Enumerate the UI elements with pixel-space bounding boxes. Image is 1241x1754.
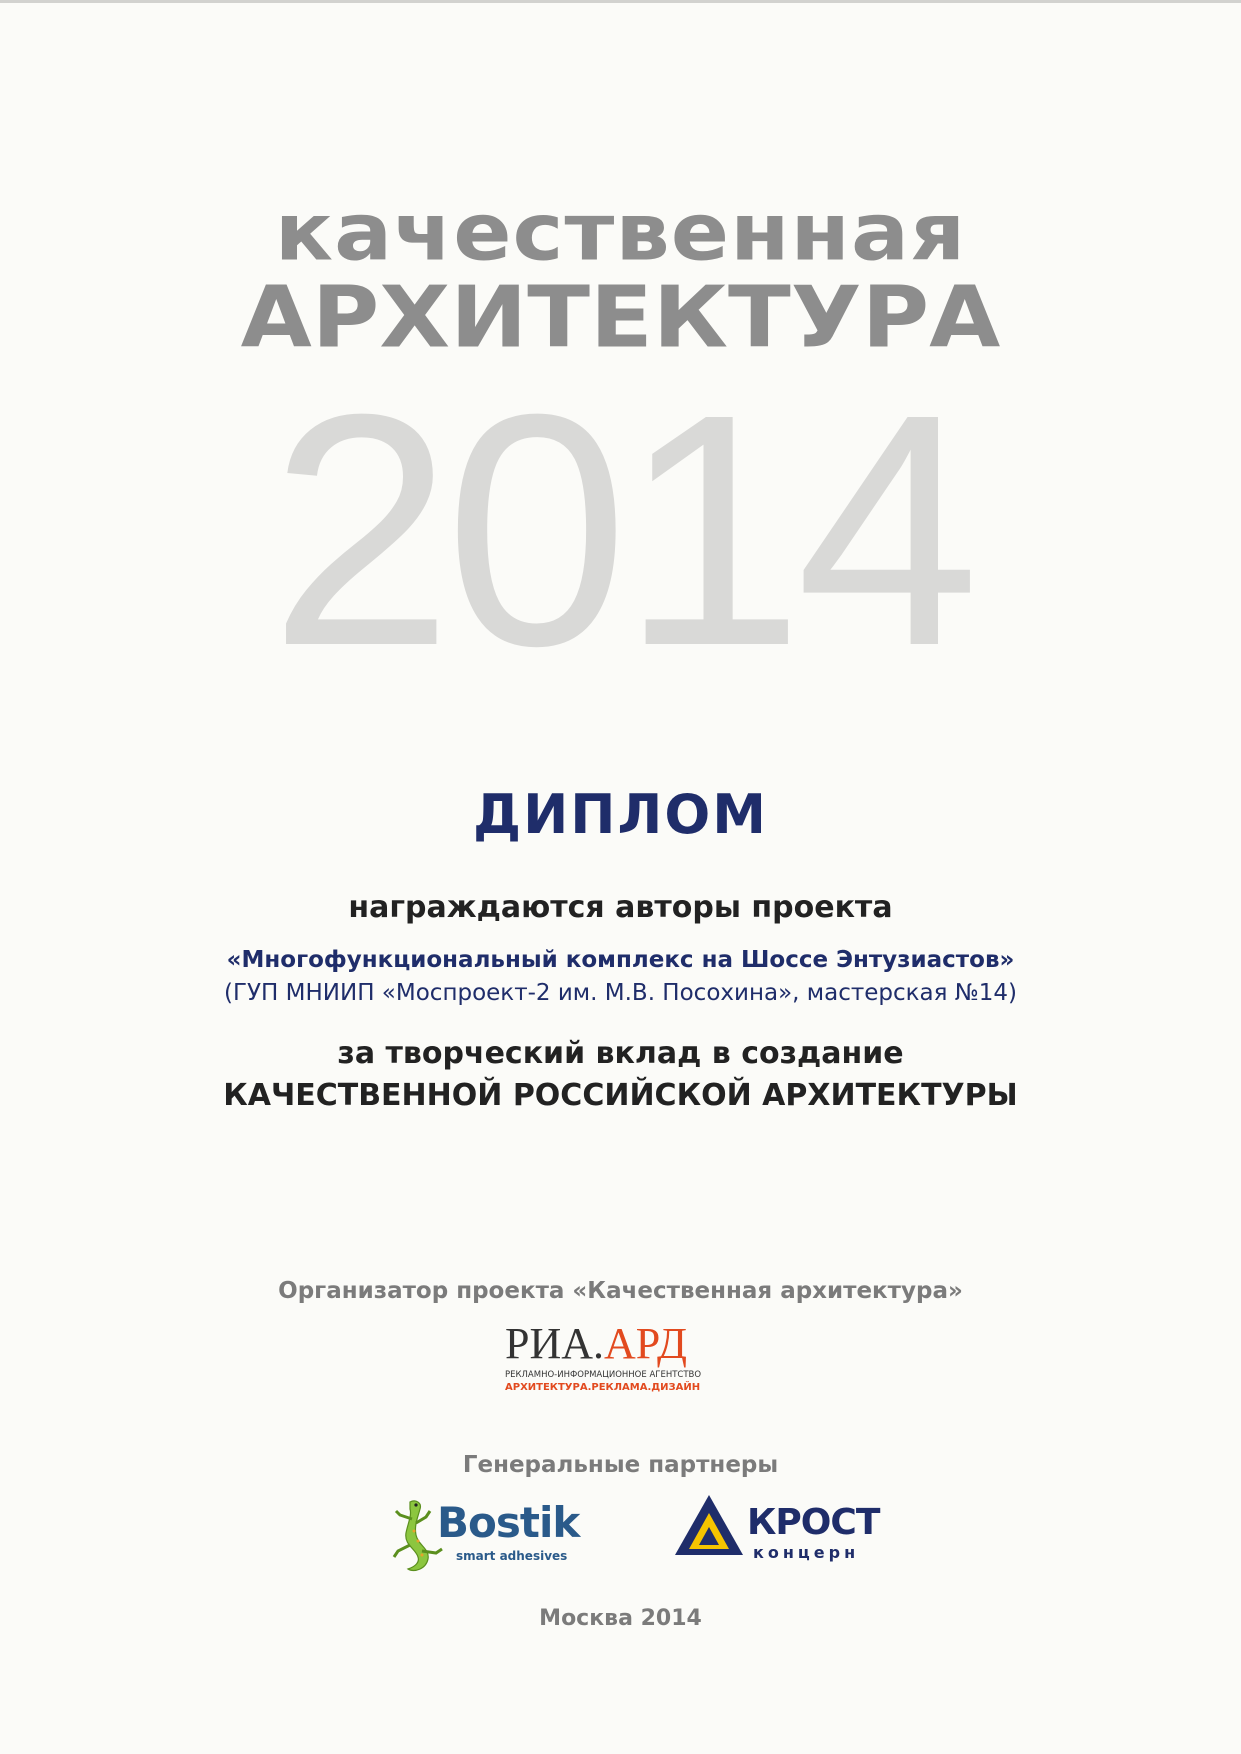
contribution-text: за творческий вклад в создание xyxy=(337,1036,904,1071)
ria-logo-part1: РИА. xyxy=(505,1319,605,1368)
krost-logo xyxy=(673,1493,893,1573)
project-name: «Многофункциональный комплекс на Шоссе Энтузиастов» xyxy=(226,947,1015,973)
ria-logo-slogan: АРХИТЕКТУРА.РЕКЛАМА.ДИЗАЙН xyxy=(505,1382,701,1393)
organization-name: (ГУП МНИИП «Моспроект-2 им. М.В. Посохина», мастерская №14) xyxy=(224,980,1017,1006)
organizer-label: Организатор проекта «Качественная архитектура» xyxy=(278,1278,963,1304)
ria-logo-part2: АРД xyxy=(604,1319,687,1368)
scan-edge xyxy=(0,0,1241,3)
partners-label: Генеральные партнеры xyxy=(462,1452,779,1478)
krost-subtitle: концерн xyxy=(753,1543,860,1562)
year-numeral: 2014 xyxy=(269,345,972,714)
krost-name: КРОСТ xyxy=(747,1502,880,1543)
awarded-text: награждаются авторы проекта xyxy=(348,890,893,925)
bostik-logo xyxy=(390,1497,590,1579)
city-year: Москва 2014 xyxy=(539,1606,702,1631)
russian-architecture-text: КАЧЕСТВЕННОЙ РОССИЙСКОЙ АРХИТЕКТУРЫ xyxy=(223,1078,1018,1113)
krost-triangle-icon xyxy=(673,1493,745,1559)
title-architecture: АРХИТЕКТУРА xyxy=(240,268,1001,367)
ria-logo-caption: РЕКЛАМНО-ИНФОРМАЦИОННОЕ АГЕНТСТВО xyxy=(505,1370,702,1380)
ria-ard-logo xyxy=(505,1319,715,1394)
title-quality: качественная xyxy=(274,187,967,279)
bostik-tagline: smart adhesives xyxy=(456,1549,568,1563)
diploma-heading: ДИПЛОМ xyxy=(473,783,768,846)
bostik-name: Bostik xyxy=(437,1498,580,1547)
